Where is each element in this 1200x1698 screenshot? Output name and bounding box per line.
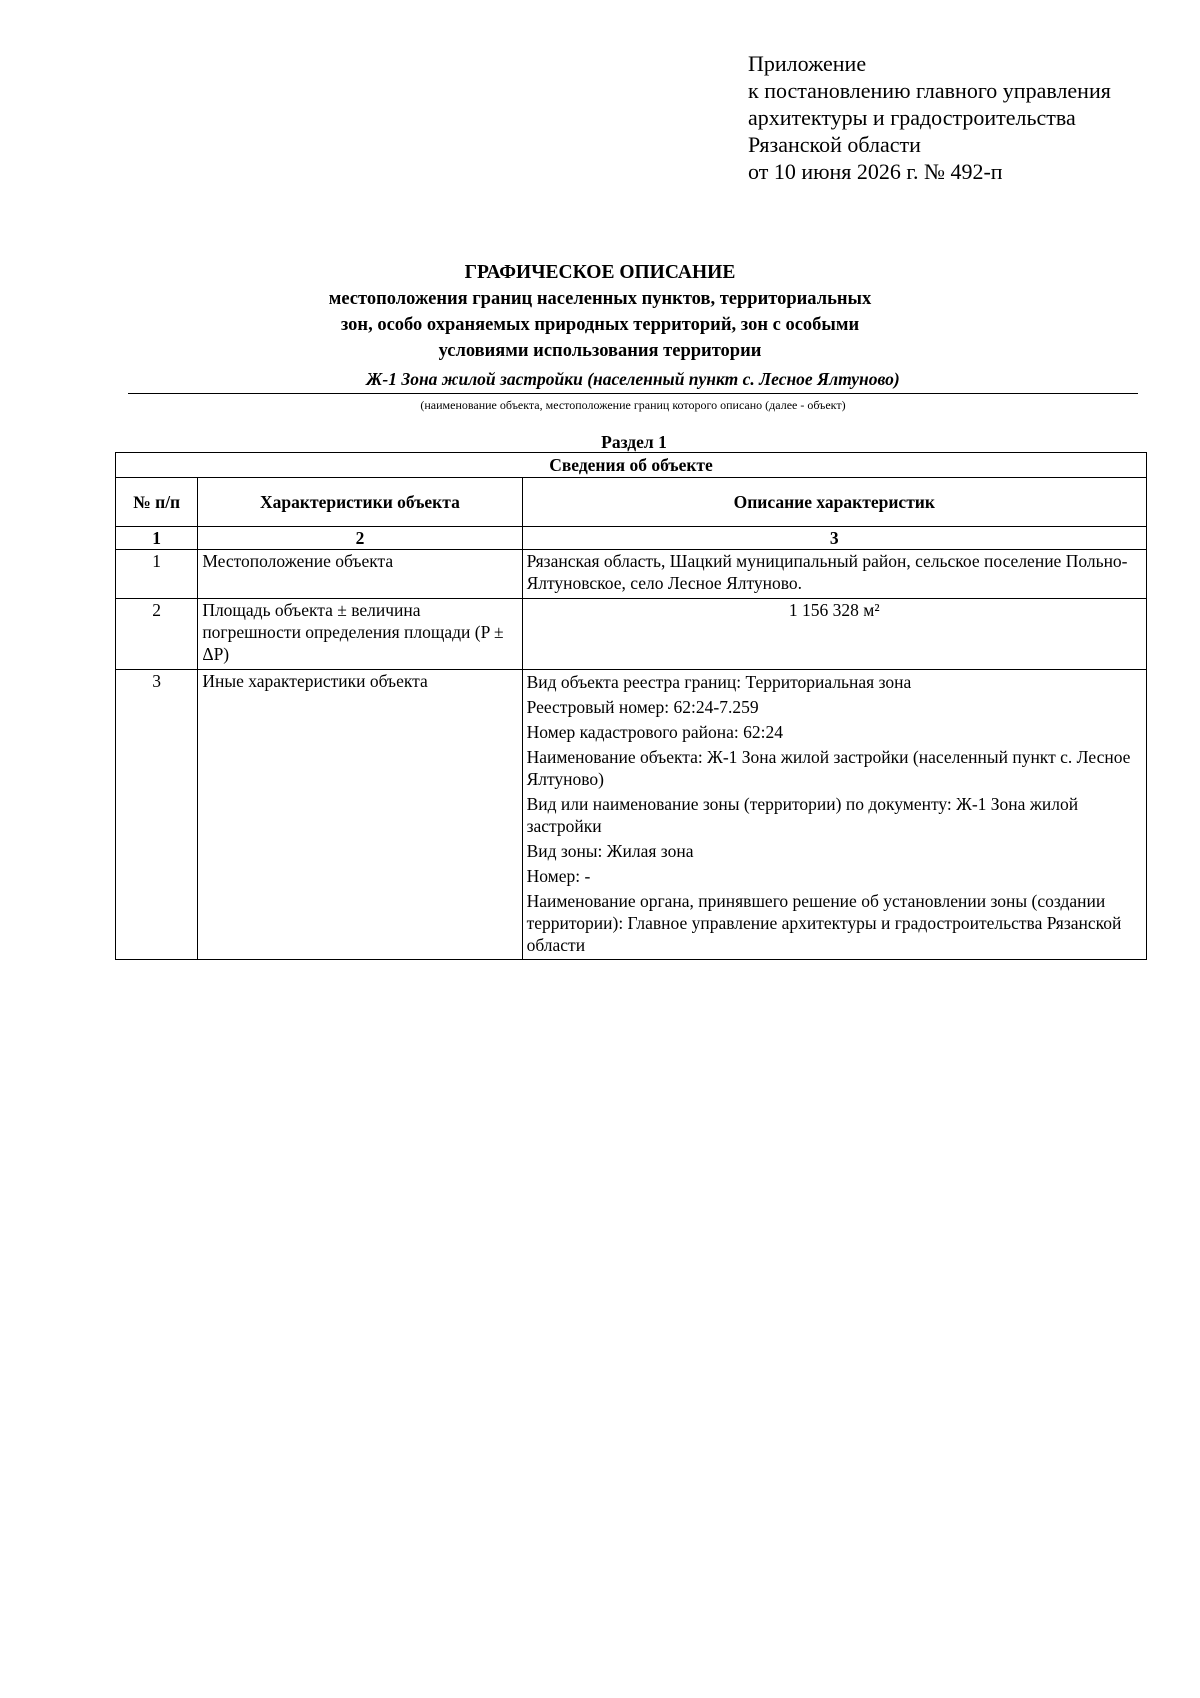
column-number: 2 — [198, 527, 522, 550]
header-description: Описание характеристик — [522, 478, 1146, 527]
detail-item: Наименование объекта: Ж-1 Зона жилой застройки (населенный пункт с. Лесное Ялтуново) — [526, 747, 1131, 789]
table-row — [116, 599, 1147, 670]
approval-date-line: от 10 июня 2026 г. № 492-п — [748, 159, 1003, 184]
table-row — [116, 670, 1147, 960]
object-underline — [128, 393, 1138, 394]
header-num: № п/п — [116, 478, 198, 527]
object-caption: (наименование объекта, местоположение границ которого описано (далее - объект) — [420, 398, 846, 412]
column-number-row — [116, 527, 1147, 550]
title-main: ГРАФИЧЕСКОЕ ОПИСАНИЕ — [464, 262, 736, 283]
table-header-row — [116, 478, 1147, 527]
approval-line: к постановлению главного управления — [748, 78, 1111, 103]
row-description: 1 156 328 м² — [522, 599, 1146, 670]
row-number: 2 — [116, 599, 198, 670]
section-title: Раздел 1 — [601, 432, 667, 452]
approval-line: Рязанской области — [748, 132, 921, 157]
object-info-table — [115, 452, 1147, 960]
row-characteristic: Иные характеристики объекта — [198, 670, 522, 960]
detail-item: Номер кадастрового района: 62:24 — [526, 722, 784, 742]
detail-item: Наименование органа, принявшего решение об установлении зоны (создании территории): Главное управление архитектуры и градостроительства Рязанской области — [526, 891, 1122, 955]
title-subline: зон, особо охраняемых природных территорий, зон с особыми — [340, 315, 860, 335]
detail-item: Вид зоны: Жилая зона — [526, 841, 694, 861]
detail-item: Номер: - — [526, 866, 591, 886]
document-title — [0, 260, 1200, 364]
table-caption: Сведения об объекте — [116, 453, 1147, 478]
title-subline: местоположения границ населенных пунктов, территориальных — [328, 289, 872, 309]
row-number: 3 — [116, 670, 198, 960]
table-caption-row — [116, 453, 1147, 478]
row-details — [522, 670, 1146, 960]
approval-line: архитектуры и градостроительства — [748, 105, 1076, 130]
detail-item: Вид или наименование зоны (территории) по документу: Ж-1 Зона жилой застройки — [526, 794, 1079, 836]
object-name: Ж-1 Зона жилой застройки (населенный пункт с. Лесное Ялтуново) — [366, 369, 900, 389]
table-row — [116, 550, 1147, 599]
row-characteristic: Площадь объекта ± величина погрешности определения площади (P ± ΔP) — [198, 599, 522, 670]
header-characteristics: Характеристики объекта — [198, 478, 522, 527]
column-number: 1 — [116, 527, 198, 550]
approval-block — [748, 50, 1111, 185]
row-number: 1 — [116, 550, 198, 599]
row-description: Рязанская область, Шацкий муниципальный район, сельское поселение Польно-Ялтуновское, село Лесное Ялтуново. — [522, 550, 1146, 599]
title-subline: условиями использования территории — [438, 341, 762, 361]
detail-item: Вид объекта реестра границ: Территориальная зона — [526, 672, 912, 692]
row-characteristic: Местоположение объекта — [198, 550, 522, 599]
column-number: 3 — [522, 527, 1146, 550]
detail-item: Реестровый номер: 62:24-7.259 — [526, 697, 759, 717]
approval-line: Приложение — [748, 51, 867, 76]
